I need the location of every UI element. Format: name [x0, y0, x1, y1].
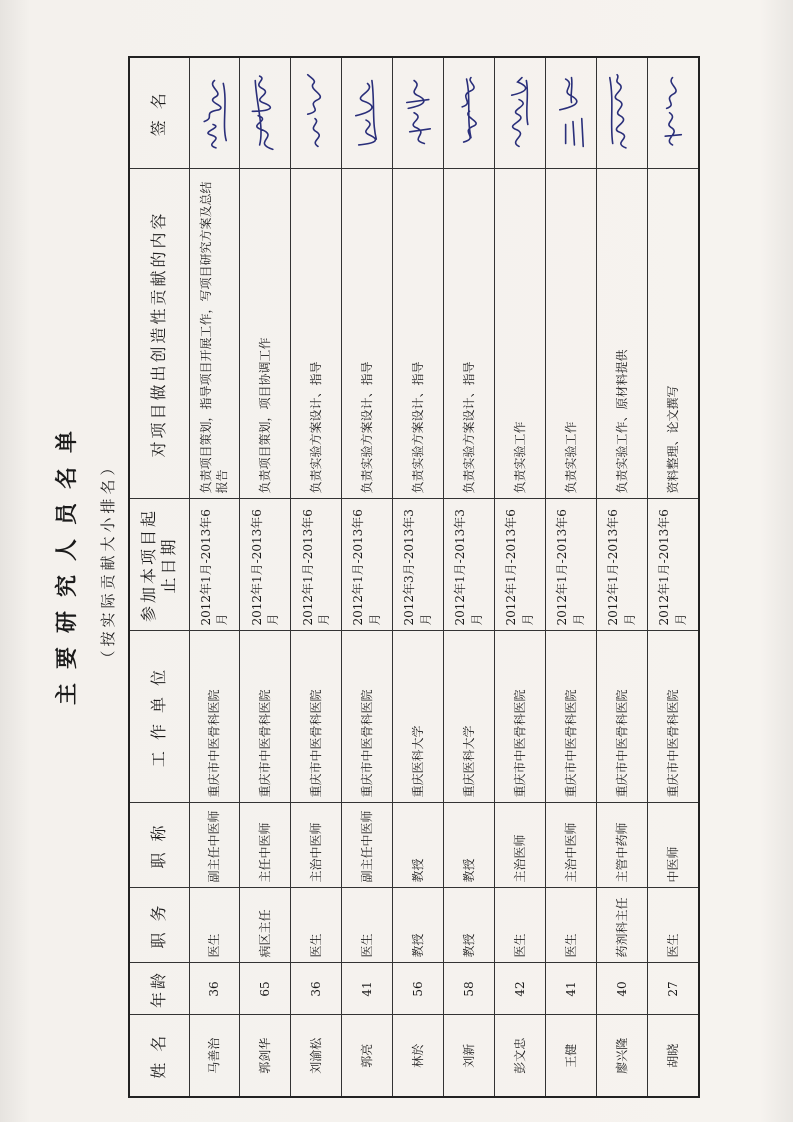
cell-unit: 重庆市中医骨科医院 — [240, 631, 291, 803]
cell-period: 2012年1月-2013年6月 — [647, 499, 699, 631]
signature-cell — [291, 57, 342, 169]
cell-age: 41 — [546, 963, 597, 1015]
cell-period: 2012年1月-2013年3月 — [444, 499, 495, 631]
signature-cell — [189, 57, 240, 169]
handwritten-signature — [601, 63, 642, 164]
cell-contribution: 负责实验工作 — [495, 169, 546, 499]
cell-title: 主任中医师 — [240, 803, 291, 888]
cell-name: 刘渝松 — [291, 1015, 342, 1097]
cell-position: 教授 — [444, 888, 495, 963]
cell-age: 36 — [291, 963, 342, 1015]
cell-position: 教授 — [393, 888, 444, 963]
handwritten-signature — [652, 63, 693, 164]
table-row — [189, 57, 240, 1097]
cell-period: 2012年1月-2013年6月 — [495, 499, 546, 631]
cell-contribution: 负责实验工作 — [546, 169, 597, 499]
cell-unit: 重庆医科大学 — [393, 631, 444, 803]
handwritten-signature — [347, 63, 388, 164]
table-row — [597, 57, 648, 1097]
signature-cell — [647, 57, 699, 169]
cell-contribution: 负责实验方案设计、指导 — [393, 169, 444, 499]
cell-period: 2012年1月-2013年6月 — [189, 499, 240, 631]
document-title: 主要研究人员名单 — [54, 417, 80, 706]
signature-cell — [444, 57, 495, 169]
cell-position: 医生 — [291, 888, 342, 963]
cell-title: 中医师 — [647, 803, 699, 888]
handwritten-signature — [194, 63, 235, 164]
header-position: 职 务 — [129, 888, 189, 963]
cell-unit: 重庆市中医骨科医院 — [647, 631, 699, 803]
cell-age: 36 — [189, 963, 240, 1015]
cell-title: 教授 — [393, 803, 444, 888]
header-age: 年龄 — [129, 963, 189, 1015]
header-period: 参加本项目起止日期 — [129, 499, 189, 631]
document-subtitle: （按实际贡献大小排名） — [99, 456, 117, 666]
signature-cell — [240, 57, 291, 169]
table-row — [647, 57, 699, 1097]
cell-name: 王健 — [546, 1015, 597, 1097]
cell-age: 41 — [342, 963, 393, 1015]
cell-period: 2012年1月-2013年6月 — [342, 499, 393, 631]
table-row — [444, 57, 495, 1097]
cell-name: 郭亮 — [342, 1015, 393, 1097]
cell-age: 40 — [597, 963, 648, 1015]
header-signature: 签 名 — [129, 57, 189, 169]
cell-contribution: 负责实验工作、原材料提供 — [597, 169, 648, 499]
cell-position: 医生 — [495, 888, 546, 963]
header-unit: 工 作 单 位 — [129, 631, 189, 803]
table-row — [393, 57, 444, 1097]
researcher-table — [128, 56, 700, 1098]
header-name: 姓 名 — [129, 1015, 189, 1097]
cell-unit: 重庆市中医骨科医院 — [342, 631, 393, 803]
header-row — [129, 57, 189, 1097]
cell-name: 郭剑华 — [240, 1015, 291, 1097]
signature-cell — [393, 57, 444, 169]
cell-period: 2012年1月-2013年6月 — [597, 499, 648, 631]
cell-title: 副主任中医师 — [189, 803, 240, 888]
table-row — [495, 57, 546, 1097]
cell-age: 42 — [495, 963, 546, 1015]
handwritten-signature — [551, 63, 592, 164]
cell-unit: 重庆医科大学 — [444, 631, 495, 803]
cell-title: 主治医师 — [495, 803, 546, 888]
cell-title: 主管中药师 — [597, 803, 648, 888]
cell-age: 65 — [240, 963, 291, 1015]
table-row — [342, 57, 393, 1097]
table-row — [240, 57, 291, 1097]
cell-contribution: 负责实验方案设计、指导 — [342, 169, 393, 499]
cell-period: 2012年1月-2013年6月 — [240, 499, 291, 631]
cell-contribution: 资料整理、论文撰写 — [647, 169, 699, 499]
signature-cell — [342, 57, 393, 169]
cell-title: 主治中医师 — [291, 803, 342, 888]
signature-cell — [546, 57, 597, 169]
cell-contribution: 负责实验方案设计、指导 — [444, 169, 495, 499]
cell-name: 刘新 — [444, 1015, 495, 1097]
cell-title: 教授 — [444, 803, 495, 888]
handwritten-signature — [296, 63, 337, 164]
cell-contribution: 负责实验方案设计、指导 — [291, 169, 342, 499]
cell-position: 医生 — [189, 888, 240, 963]
handwritten-signature — [398, 63, 439, 164]
cell-title: 副主任中医师 — [342, 803, 393, 888]
handwritten-signature — [449, 63, 490, 164]
cell-position: 医生 — [546, 888, 597, 963]
cell-title: 主治中医师 — [546, 803, 597, 888]
cell-name: 廖兴隆 — [597, 1015, 648, 1097]
cell-position: 药剂科主任 — [597, 888, 648, 963]
cell-name: 胡晓 — [647, 1015, 699, 1097]
header-contribution: 对项目做出创造性贡献的内容 — [129, 169, 189, 499]
handwritten-signature — [500, 63, 541, 164]
cell-period: 2012年1月-2013年6月 — [546, 499, 597, 631]
cell-position: 医生 — [647, 888, 699, 963]
signature-cell — [597, 57, 648, 169]
cell-period: 2012年3月-2013年3月 — [393, 499, 444, 631]
cell-unit: 重庆市中医骨科医院 — [291, 631, 342, 803]
cell-age: 27 — [647, 963, 699, 1015]
cell-position: 病区主任 — [240, 888, 291, 963]
header-title: 职 称 — [129, 803, 189, 888]
cell-name: 林於 — [393, 1015, 444, 1097]
cell-period: 2012年1月-2013年6月 — [291, 499, 342, 631]
cell-contribution: 负责项目策划，指导项目开展工作，写项目研究方案及总结报告 — [189, 169, 240, 499]
cell-age: 56 — [393, 963, 444, 1015]
table-row — [546, 57, 597, 1097]
cell-contribution: 负责项目策划，项目协调工作 — [240, 169, 291, 499]
handwritten-signature — [245, 63, 286, 164]
table-row — [291, 57, 342, 1097]
cell-unit: 重庆市中医骨科医院 — [597, 631, 648, 803]
cell-unit: 重庆市中医骨科医院 — [189, 631, 240, 803]
cell-unit: 重庆市中医骨科医院 — [546, 631, 597, 803]
cell-position: 医生 — [342, 888, 393, 963]
cell-age: 58 — [444, 963, 495, 1015]
cell-name: 马善治 — [189, 1015, 240, 1097]
cell-name: 彭文忠 — [495, 1015, 546, 1097]
cell-unit: 重庆市中医骨科医院 — [495, 631, 546, 803]
signature-cell — [495, 57, 546, 169]
